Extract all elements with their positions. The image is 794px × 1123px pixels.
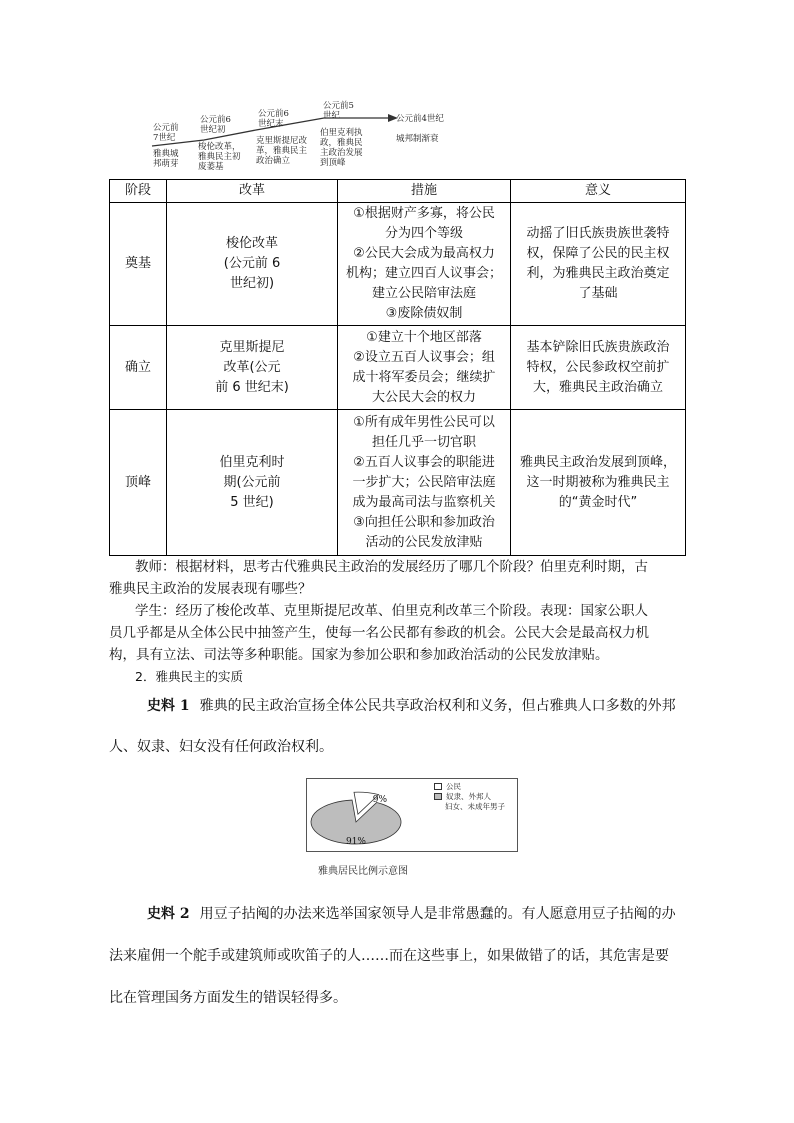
source1-line-2: 人、奴隶、妇女没有任何政治权利。 — [109, 739, 333, 755]
source2-line-2: 法来雇佣一个舵手或建筑师或吹笛子的人……而在这些事上，如果做错了的话，其危害是要 — [109, 948, 669, 964]
legend-item: 妇女、未成年男子 — [445, 801, 505, 811]
student-line-2: 员几乎都是从全体公民中抽签产生，使每一名公民都有参政的机会。公民大会是最高权力机 — [109, 625, 649, 641]
row-meaning: 雅典民主政治发展到顶峰， 这一时期被称为雅典民主 的“黄金时代” — [511, 410, 686, 556]
timeline-stage-4-label: 公元前5 世纪 — [323, 101, 354, 121]
header-meaning: 意义 — [511, 180, 686, 203]
timeline-stage-1-desc: 雅典城 邦萌芽 — [153, 149, 179, 169]
source1-line-1: 史料 1 雅典的民主政治宣扬全体公民共享政治权利和义务，但占雅典人口多数的外邦 — [147, 698, 676, 714]
row-stage: 顶峰 — [110, 410, 167, 556]
table-row — [110, 203, 686, 326]
header-measures: 措施 — [338, 180, 511, 203]
row-measures: ①建立十个地区部落 ②设立五百人议事会；组 成十将军委员会；继续扩 大公民大会的权力 — [338, 326, 511, 410]
row-meaning: 动摇了旧氏族贵族世袭特 权，保障了公民的民主权 利，为雅典民主政治奠定 了基础 — [511, 203, 686, 326]
legend-swatch — [434, 793, 442, 800]
legend-item: 奴隶、外邦人 — [434, 791, 505, 801]
source2-line-1: 史料 2 用豆子拈阄的办法来选举国家领导人是非常愚蠢的。有人愿意用豆子拈阄的办 — [147, 906, 676, 922]
row-stage: 确立 — [110, 326, 167, 410]
timeline-stage-3-label: 公元前6 世纪末 — [258, 109, 289, 129]
timeline-stage-5-desc: 城邦制渐衰 — [396, 134, 439, 144]
legend-swatch — [434, 783, 442, 790]
reform-table — [109, 179, 686, 556]
student-line-3: 构，具有立法、司法等多种职能。国家为参加公职和参加政治活动的公民发放津贴。 — [109, 647, 609, 663]
table-header-row — [110, 180, 686, 203]
timeline-stage-3-desc: 克里斯提尼改 革，雅典民主 政治确立 — [256, 136, 308, 166]
timeline-stage-2-desc: 梭伦改革， 雅典民主初 废萎基 — [198, 142, 241, 172]
header-reform: 改革 — [167, 180, 338, 203]
timeline-stage-4-desc: 伯里克利执 政，雅典民 主政治发展 到顶峰 — [320, 128, 363, 168]
pie-legend — [434, 781, 505, 811]
table-row — [110, 410, 686, 556]
legend-item: 公民 — [434, 781, 505, 791]
row-measures: ①根据财产多寡，将公民 分为四个等级 ②公民大会成为最高权力 机构；建立四百人议事会； 建立公民陪审法庭 ③废除债奴制 — [338, 203, 511, 326]
source2-label: 史料 2 — [147, 906, 190, 922]
row-meaning: 基本铲除旧氏族贵族政治 特权，公民参政权空前扩 大，雅典民主政治确立 — [511, 326, 686, 410]
student-line-1: 学生：经历了梭伦改革、克里斯提尼改革、伯里克利改革三个阶段。表现：国家公职人 — [135, 603, 648, 619]
timeline-stage-5-label: 公元前4世纪 — [396, 114, 444, 124]
row-reform: 伯里克利时 期(公元前 5 世纪) — [167, 410, 338, 556]
section-heading: 2．雅典民主的实质 — [135, 669, 243, 684]
row-stage: 奠基 — [110, 203, 167, 326]
timeline-stage-1-label: 公元前 7世纪 — [153, 123, 179, 143]
table-row — [110, 326, 686, 410]
teacher-line-2: 雅典民主政治的发展表现有哪些？ — [109, 581, 312, 597]
header-stage: 阶段 — [110, 180, 167, 203]
pie-label-major: 91% — [345, 837, 367, 847]
source1-label: 史料 1 — [147, 698, 190, 714]
row-reform: 梭伦改革 (公元前 6 世纪初) — [167, 203, 338, 326]
row-reform: 克里斯提尼 改革(公元 前 6 世纪末) — [167, 326, 338, 410]
source2-line-3: 比在管理国务方面发生的错误轻得多。 — [109, 990, 347, 1006]
pie-label-minor: 9% — [372, 795, 388, 806]
timeline-stage-2-label: 公元前6 世纪初 — [200, 115, 231, 135]
pie-caption: 雅典居民比例示意图 — [318, 866, 408, 877]
teacher-line-1: 教师：根据材料，思考古代雅典民主政治的发展经历了哪几个阶段？伯里克利时期，古 — [135, 559, 648, 575]
row-measures: ①所有成年男性公民可以 担任几乎一切官职 ②五百人议事会的职能进 一步扩大；公民陪审法庭 成为最高司法与监察机关 ③向担任公职和参加政治 活动的公民发放津贴 — [338, 410, 511, 556]
